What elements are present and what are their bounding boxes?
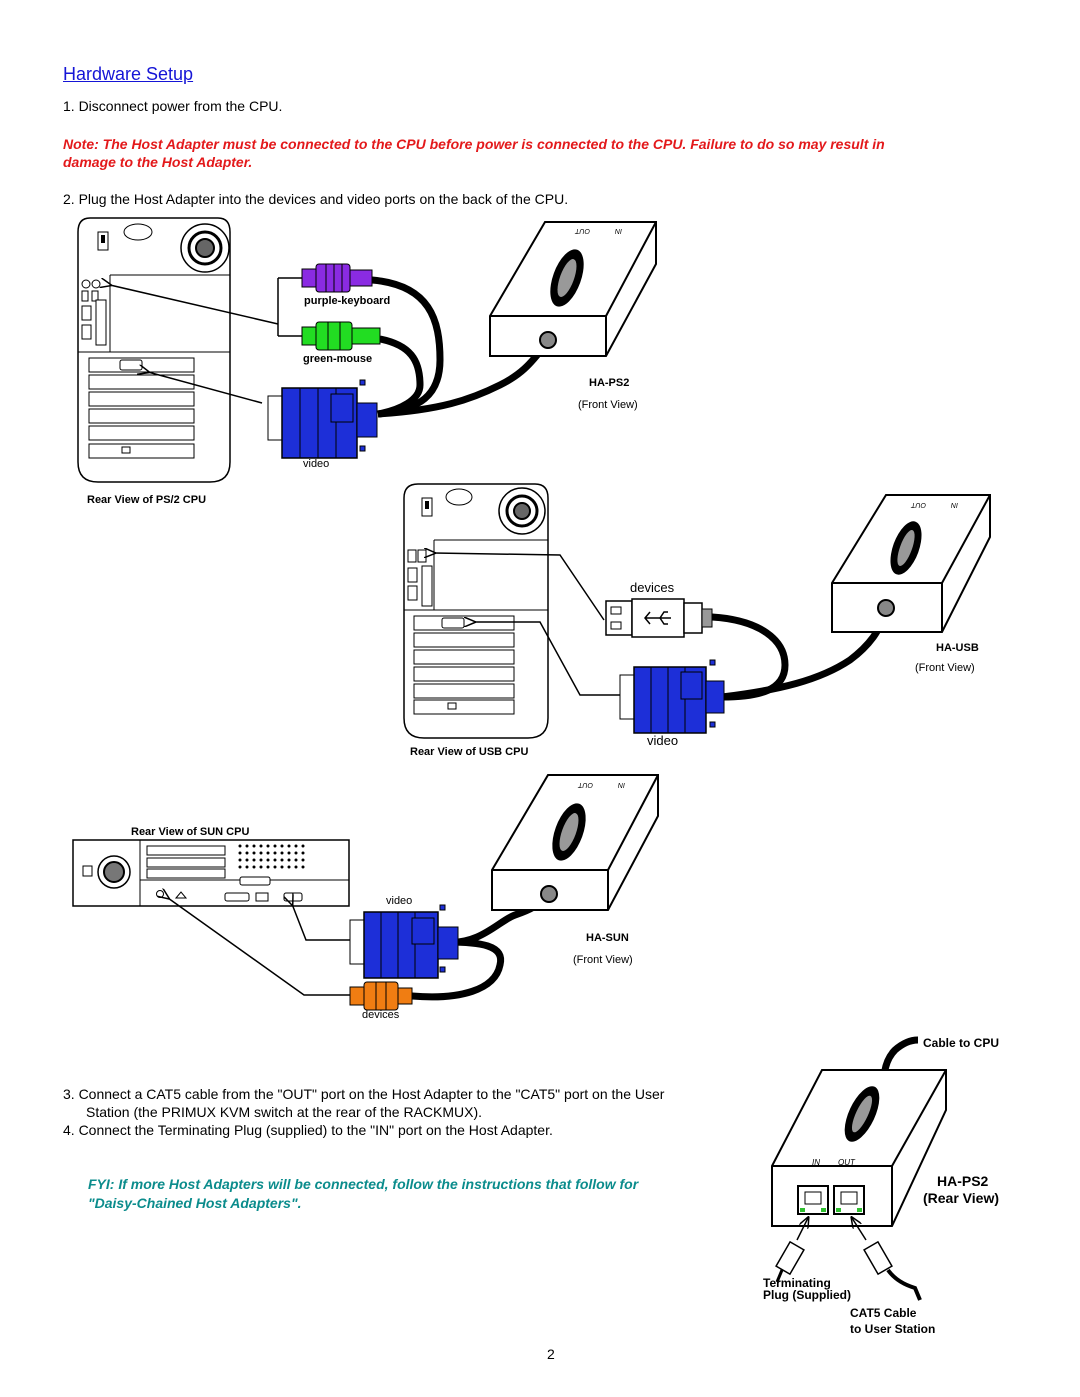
- sun-cpu-rear: [73, 840, 349, 906]
- terminating-label-line-1: Terminating: [763, 1276, 831, 1290]
- terminating-label-line-2: Plug (Supplied): [763, 1288, 851, 1302]
- sun-devices-label: devices: [362, 1009, 400, 1021]
- ha-ps2-name: HA-PS2: [589, 377, 630, 389]
- usb-port-out-label: OUT: [911, 501, 926, 508]
- ha-sun-adapter-front: [492, 775, 658, 910]
- rear-port-out-label: OUT: [838, 1158, 855, 1167]
- page-number: 2: [547, 1346, 555, 1362]
- ps2-video-label: video: [303, 458, 330, 470]
- usb-video-label: video: [647, 733, 679, 748]
- cat5-label-line-2: to User Station: [850, 1322, 936, 1336]
- ha-usb-adapter-front: [832, 495, 990, 632]
- rear-port-in-label: IN: [812, 1158, 820, 1167]
- step-3-line-1: 3. Connect a CAT5 cable from the "OUT" port on the Host Adapter to the "CAT5" port on the User: [63, 1086, 665, 1102]
- note-line-2: damage to the Host Adapter.: [63, 154, 253, 170]
- cat5-label-line-1: CAT5 Cable: [850, 1306, 917, 1320]
- ps2-keyboard-label: purple-keyboard: [304, 295, 391, 307]
- ha-ps2-rear-name: HA-PS2: [937, 1173, 989, 1189]
- ps2-mouse-connector: [302, 322, 380, 350]
- ps2-video-connector: [268, 380, 377, 458]
- usb-devices-connector: [606, 599, 712, 637]
- ha-usb-name: HA-USB: [936, 642, 979, 654]
- cable-to-cpu-label: Cable to CPU: [923, 1036, 1000, 1050]
- note-line-1: Note: The Host Adapter must be connected to the CPU before power is connected to the CPU. Failure to do so may result in: [63, 136, 885, 152]
- fyi-line-1: FYI: If more Host Adapters will be connected, follow the instructions that follow for: [88, 1176, 639, 1192]
- sun-port-in-label: IN: [618, 781, 625, 788]
- ps2-keyboard-connector: [302, 264, 372, 292]
- page-title: Hardware Setup: [63, 64, 194, 84]
- ha-ps2-view: (Front View): [578, 399, 638, 411]
- sun-port-out-label: OUT: [578, 781, 593, 788]
- fyi-line-2: "Daisy-Chained Host Adapters".: [88, 1195, 302, 1211]
- ha-sun-view: (Front View): [573, 954, 633, 966]
- rear-out-port: [834, 1186, 864, 1214]
- ps2-cpu-rear: [78, 218, 230, 482]
- ps2-mouse-label: green-mouse: [303, 353, 373, 365]
- ha-ps2-adapter-front: [490, 222, 656, 356]
- step-3-line-2: Station (the PRIMUX KVM switch at the rear of the RACKMUX).: [86, 1104, 483, 1120]
- sun-video-connector: [350, 905, 458, 978]
- usb-port-in-label: IN: [951, 501, 958, 508]
- usb-devices-label: devices: [630, 580, 675, 595]
- step-1: 1. Disconnect power from the CPU.: [63, 98, 283, 114]
- step-2: 2. Plug the Host Adapter into the devices and video ports on the back of the CPU.: [63, 191, 569, 207]
- sun-video-label: video: [386, 895, 413, 907]
- sun-devices-connector: [350, 982, 412, 1010]
- rear-in-port: [798, 1186, 828, 1214]
- sun-cpu-caption: Rear View of SUN CPU: [131, 826, 250, 838]
- ps2-port-in-label: IN: [615, 227, 622, 234]
- ha-sun-name: HA-SUN: [586, 932, 629, 944]
- ps2-port-out-label: OUT: [575, 227, 590, 234]
- ha-usb-view: (Front View): [915, 662, 975, 674]
- cat5-plug: [864, 1242, 920, 1300]
- usb-video-connector: [620, 660, 724, 733]
- step-4: 4. Connect the Terminating Plug (supplied) to the "IN" port on the Host Adapter.: [63, 1122, 553, 1138]
- usb-cpu-rear: [404, 484, 548, 738]
- ha-ps2-rear-view: (Rear View): [923, 1190, 999, 1206]
- ps2-cpu-caption: Rear View of PS/2 CPU: [87, 494, 207, 506]
- usb-cpu-caption: Rear View of USB CPU: [410, 746, 529, 758]
